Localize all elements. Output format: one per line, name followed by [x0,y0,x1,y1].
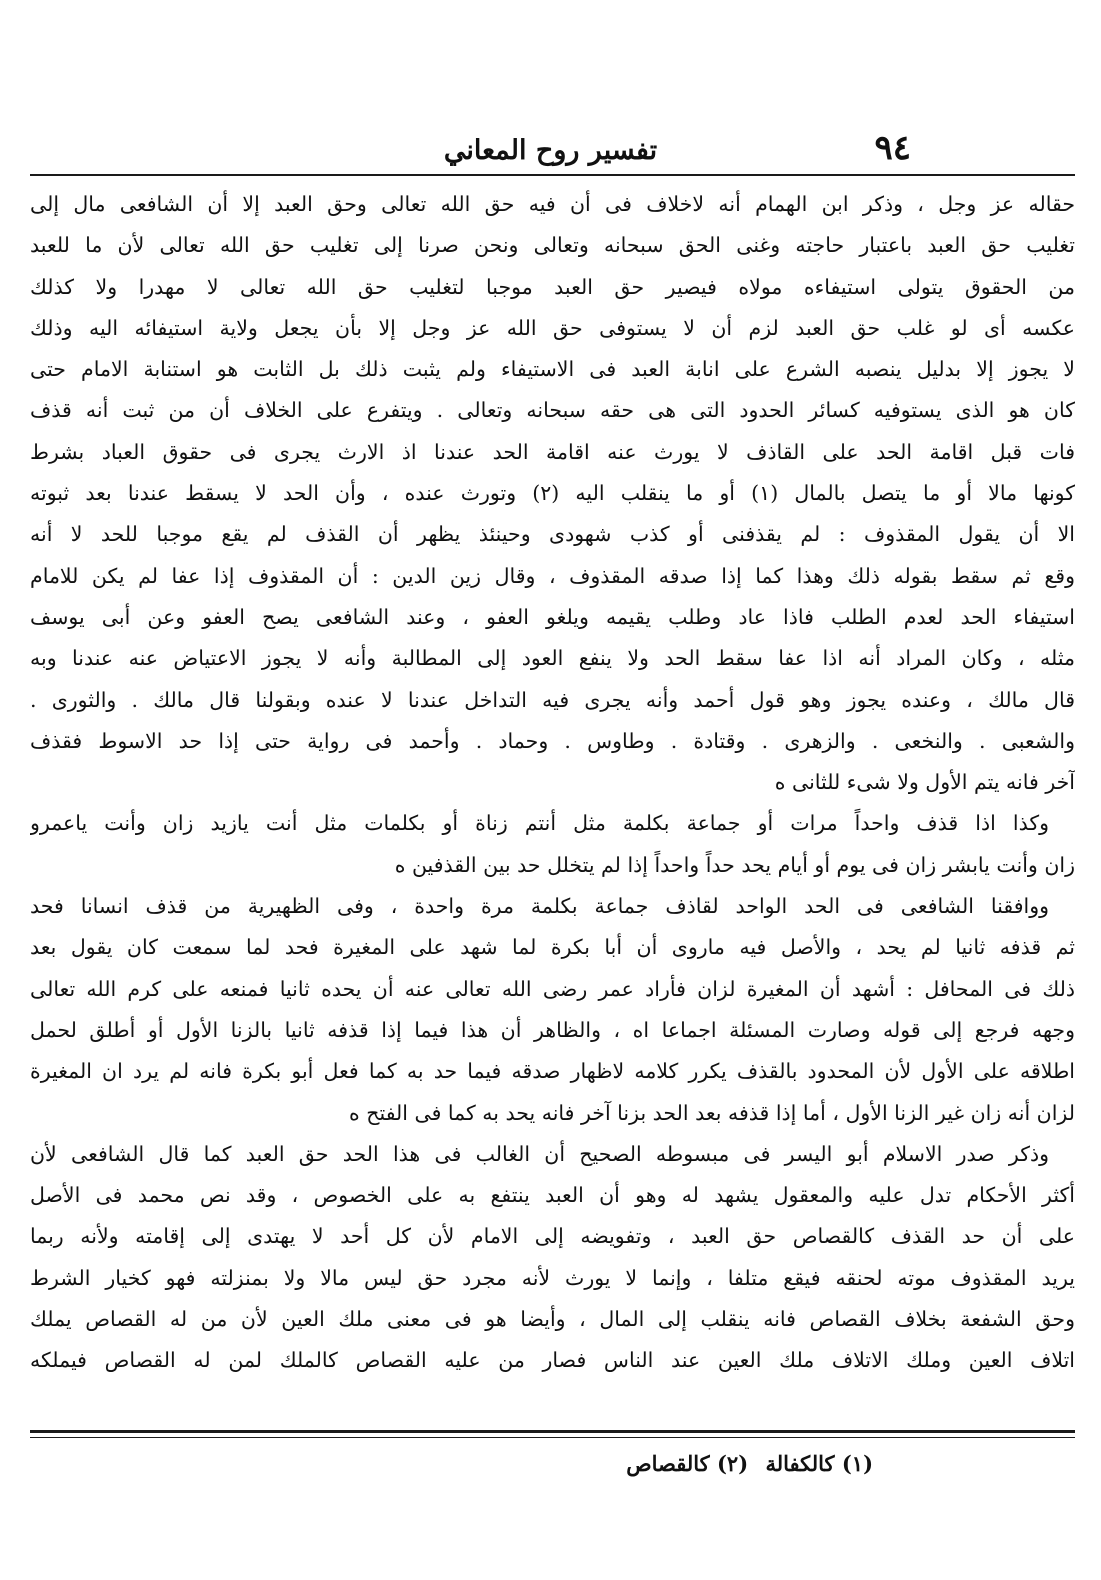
text-line: عكسه أى لو غلب حق العبد لزم أن لا يستوفى حق الله عز وجل إلا بأن يجعل ولاية استيفائه اليه وذلك [30,315,1075,340]
text-line: قال مالك ، وعنده يجوز وهو قول أحمد وأنه يجرى فيه التداخل عندنا لا عنده وبقولنا قال مالك . والثورى . [30,687,1075,712]
text-line: يريد المقذوف موته لحنقه فيقع متلفا ، وإنما لا يورث لأنه مجرد حق ليس مالا ولا بمنزلته فهو كخيار الشرط [30,1265,1075,1290]
running-title: تفسير روح المعاني [443,135,658,166]
body-text [30,184,1075,1382]
text-line: اطلاقه على الأول لأن المحدود بالقذف يكرر كلامه لاظهار صدقه فيما حد به كما فعل أبو بكرة فانه لم يرد ان المغيرة [30,1059,1075,1084]
text-line: اتلاف العين وملك الاتلاف ملك العين عند الناس فصار من عليه القصاص كالملك لمن له القصاص فيملكه [30,1348,1075,1373]
footnote-rule [30,1430,1075,1433]
text-line: لزان أنه زان غير الزنا الأول ، أما إذا قذفه بعد الحد بزنا آخر فانه يحد به كما فى الفتح ه [349,1100,1075,1125]
footnote-rule-thin [30,1437,1075,1438]
text-line: كونها مالا أو ما يتصل بالمال (١) أو ما ينقلب اليه (٢) وتورث عنده ، وأن الحد لا يسقط عندنا بعد ثبوته [30,481,1075,506]
text-line: كان هو الذى يستوفيه كسائر الحدود التى هى حقه سبحانه وتعالى . ويتفرع على الخلاف أن من ثبت أنه قذف [30,398,1075,423]
text-line: ذلك فى المحافل : أشهد أن المغيرة لزان فأراد عمر رضى الله تعالى عنه أن يحده ثانيا فمنعه على كرم الله تعالى [30,976,1075,1001]
page-header [0,120,1101,180]
text-line: ووافقنا الشافعى فى الحد الواحد لقاذف جماعة بكلمة مرة واحدة ، وفى الظهيرية من قذف انسانا فحد [30,894,1049,919]
text-line: ثم قذفه ثانيا لم يحد ، والأصل فيه ماروى أن أبا بكرة لما شهد على المغيرة فحد لما سمعت كان يقول بعد [30,935,1075,960]
text-line: الا أن يقول المقذوف : لم يقذفنى أو كذب شهودى وحينئذ يظهر أن القذف لم يقع موجبا للحد لا أنه [30,522,1075,547]
text-line: تغليب حق العبد باعتبار حاجته وغنى الحق سبحانه وتعالى ونحن صرنا إلى تغليب حق الله تعالى لأن ما للعبد [30,233,1075,258]
text-line: لا يجوز إلا بدليل ينصبه الشرع على انابة العبد فى الاستيفاء ولم يثبت ذلك بل الثابت هو استنابة الامام حتى [30,357,1075,382]
text-line: وقع ثم سقط بقوله ذلك وهذا كما إذا صدقه المقذوف ، وقال زين الدين : أن المقذوف إذا عفا لم يكن للامام [30,563,1075,588]
text-line: وحق الشفعة بخلاف القصاص فانه ينقلب إلى المال ، وأيضا هو فى معنى ملك العين لأن من له القصاص يملك [30,1307,1075,1332]
text-line: وجهه فرجع إلى قوله وصارت المسئلة اجماعا اه ، والظاهر أن هذا فيما إذا قذفه ثانيا بالزنا الأول أو أطلق لحمل [30,1017,1075,1042]
text-line: مثله ، وكان المراد أنه اذا عفا سقط الحد ولا ينفع العود إلى المطالبة وأنه لا يجوز الاعتياض عنه عندنا وبه [30,646,1075,671]
text-line: آخر فانه يتم الأول ولا شىء للثانى ‌‌‌‌‌‌‌‌‌‌ه [774,770,1075,795]
text-line: وكذا اذا قذف واحداً مرات أو جماعة بكلمة مثل أنتم زناة أو بكلمات مثل أنت يازيد زان وأنت ياعمرو [30,811,1049,836]
footnotes [616,1446,873,1482]
text-line: حقاله عز وجل ، وذكر ابن الهمام أنه لاخلاف فى أن فيه حق الله تعالى وحق العبد إلا أن الشافعى مال إلى [30,192,1075,216]
text-line: والشعبى . والنخعى . والزهرى . وقتادة . وطاوس . وحماد . وأحمد فى رواية حتى إذا حد الاسوط فقذف [30,728,1075,753]
text-line: وذكر صدر الاسلام أبو اليسر فى مبسوطه الصحيح أن الغالب فى هذا الحد حق العبد كما قال الشافعى لأن [30,1141,1049,1166]
text-line: على أن حد القذف كالقصاص حق العبد ، وتفويضه إلى الامام لأن كل أحد لا يهتدى إلى إقامته ولأنه ربما [30,1224,1075,1249]
text-line: فات قبل اقامة الحد على القاذف لا يورث عنه اقامة الحد عندنا اذ الارث يجرى فى حقوق العباد بشرط [30,439,1075,464]
text-line: من الحقوق يتولى استيفاءه مولاه فيصير حق العبد موجبا لتغليب حق الله تعالى لا مهدرا ولا كذلك [30,274,1075,299]
footnote: (٢) كالقصاص [626,1451,749,1476]
text-line: استيفاء الحد لعدم الطلب فاذا عاد وطلب يقيمه ويلغو العفو ، وعند الشافعى يصح العفو وعن أبى يوسف [30,604,1075,629]
footnote: (١) كالكفالة [765,1451,873,1476]
text-line: أكثر الأحكام تدل عليه والمعقول يشهد له وهو أن العبد ينتفع به على الخصوص ، وقد نص محمد فى الأصل [30,1183,1075,1208]
header-rule [30,174,1075,176]
page-number: ٩٤ [874,128,911,168]
text-line: زان وأنت يابشر زان فى يوم أو أيام يحد حداً واحداً إذا لم يتخلل حد بين القذفين ه [394,852,1075,877]
